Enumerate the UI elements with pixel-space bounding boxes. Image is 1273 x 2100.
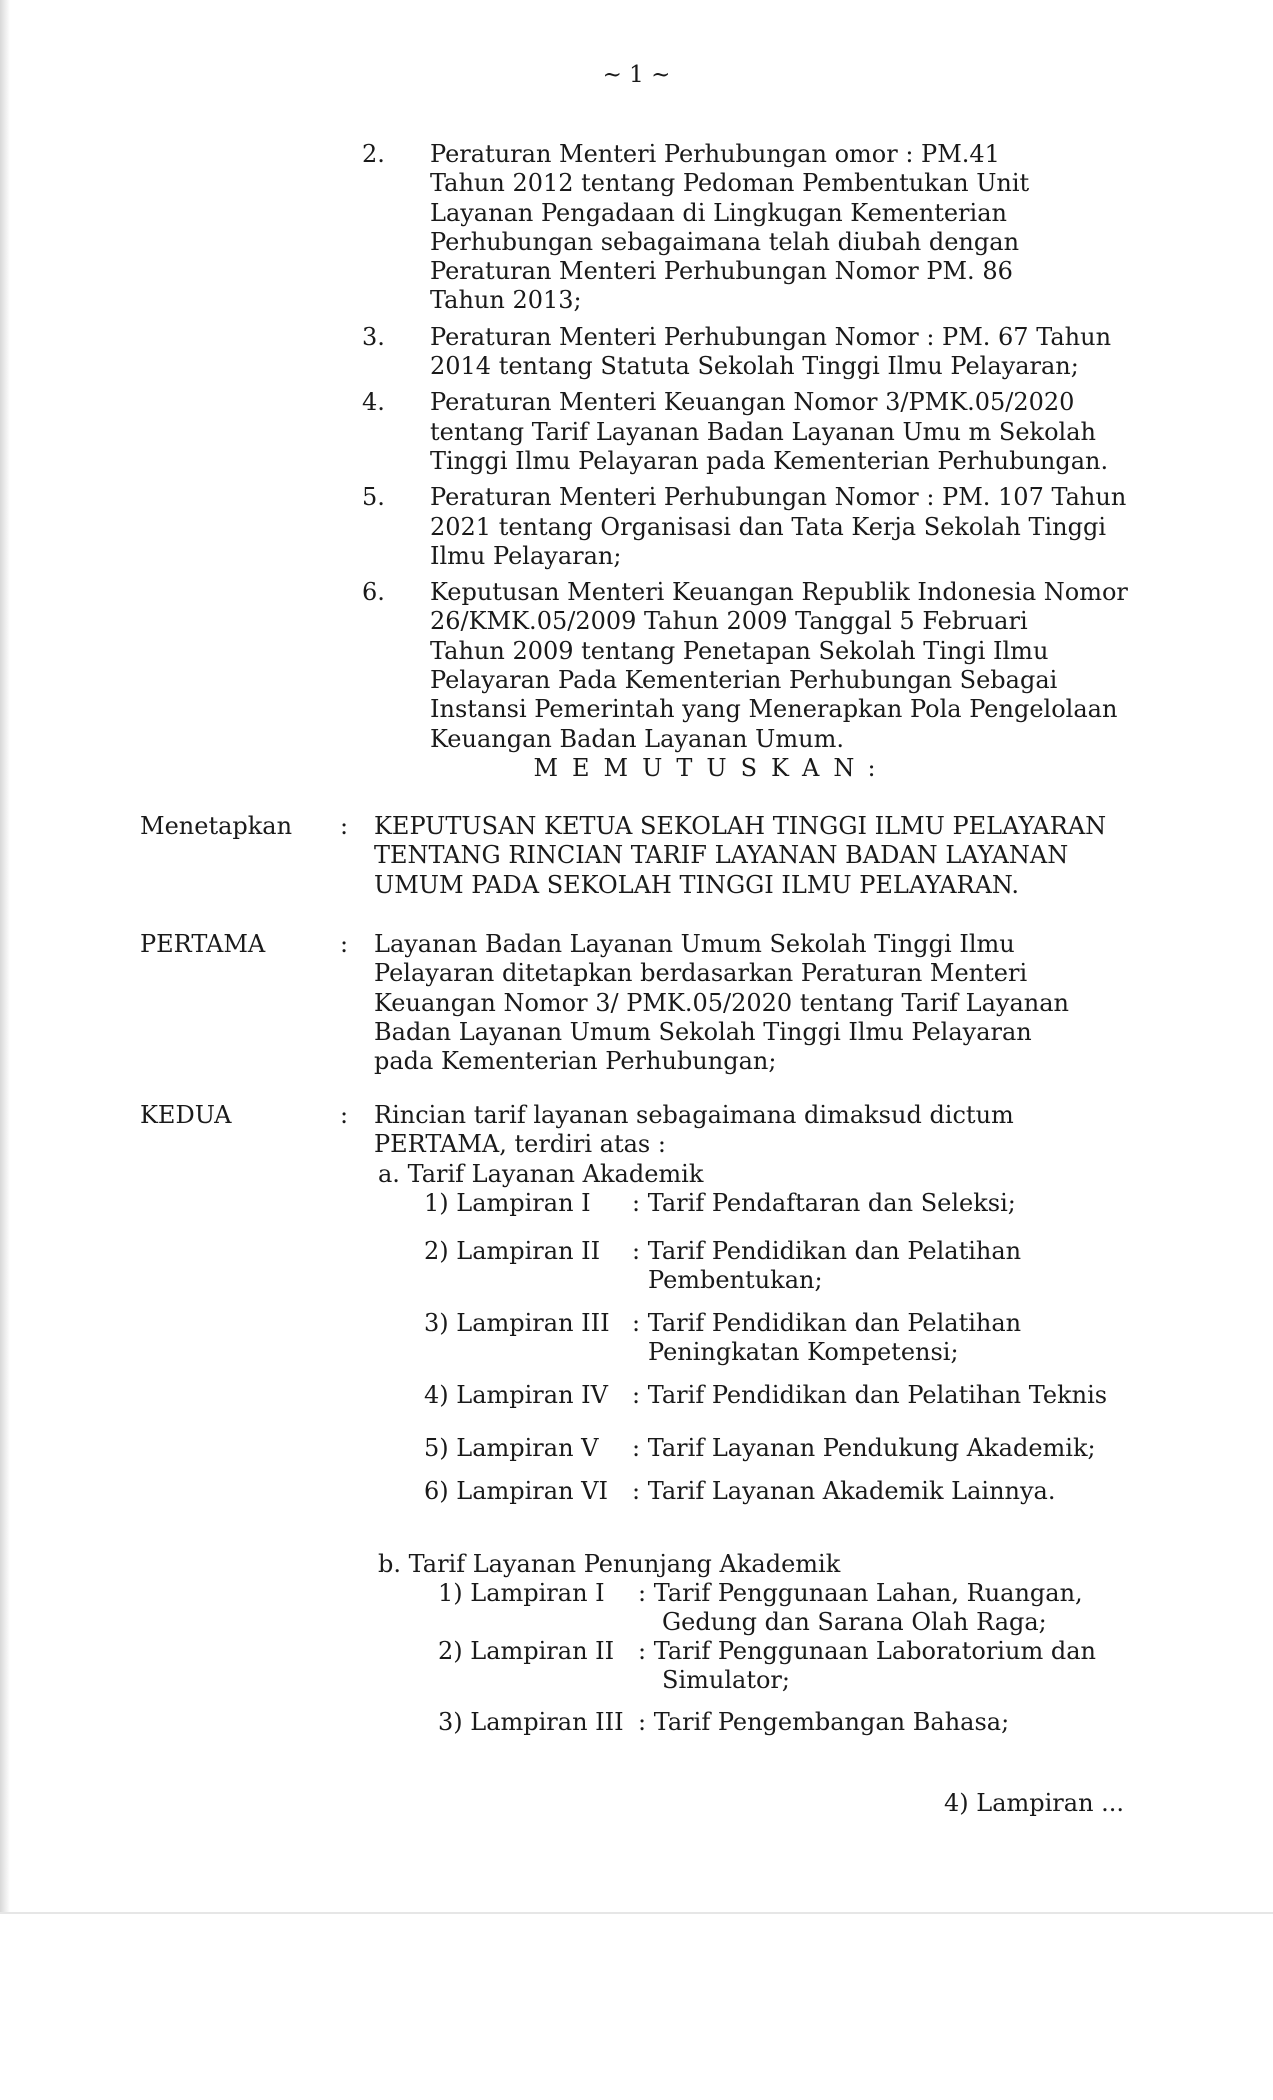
item-line: Instansi Pemerintah yang Menerapkan Pola Pengelolaan xyxy=(430,695,1118,724)
consideration-item xyxy=(356,388,1146,476)
lampiran-label: 3) Lampiran III xyxy=(438,1708,624,1736)
desc-line: : Tarif Layanan Pendukung Akademik; xyxy=(632,1434,1096,1462)
dictum-line: KEPUTUSAN KETUA SEKOLAH TINGGI ILMU PELAYARAN xyxy=(374,812,1107,840)
lampiran-label: 6) Lampiran VI xyxy=(424,1477,608,1505)
dictum-body xyxy=(374,930,1272,1076)
item-line: Layanan Pengadaan di Lingkugan Kementerian xyxy=(430,198,1007,227)
desc-line: : Tarif Pendidikan dan Pelatihan xyxy=(632,1309,1022,1337)
dictum-line: pada Kementerian Perhubungan; xyxy=(374,1047,777,1076)
item-line: Peraturan Menteri Perhubungan omor : PM.41 xyxy=(430,140,1000,168)
lampiran-label: 4) Lampiran IV xyxy=(424,1381,608,1409)
lampiran-desc xyxy=(632,1381,1107,1410)
desc-line: : Tarif Pendidikan dan Pelatihan Teknis xyxy=(632,1381,1108,1409)
consideration-item xyxy=(356,323,1146,382)
desc-line: Peningkatan Kompetensi; xyxy=(648,1338,959,1367)
memutuskan-heading: MEMUTUSKAN: xyxy=(533,754,890,782)
dictum-colon: : xyxy=(340,1101,349,1129)
dictum-line: Badan Layanan Umum Sekolah Tinggi Ilmu Pelayaran xyxy=(374,1017,1032,1046)
dictum-label: KEDUA xyxy=(140,1101,232,1129)
dictum-body xyxy=(374,1101,1272,1160)
dictum-line: PERTAMA, terdiri atas : xyxy=(374,1130,666,1159)
item-number: 5. xyxy=(362,483,385,512)
item-line: Pelayaran Pada Kementerian Perhubungan Sebagai xyxy=(430,666,1058,695)
dictum-line: TENTANG RINCIAN TARIF LAYANAN BADAN LAYANAN xyxy=(374,841,1069,870)
item-line: Peraturan Menteri Keuangan Nomor 3/PMK.05/2020 xyxy=(430,388,1075,417)
lampiran-desc xyxy=(632,1189,1016,1218)
item-line: 26/KMK.05/2009 Tahun 2009 Tanggal 5 Februari xyxy=(430,607,1028,636)
dictum-line: Rincian tarif layanan sebagaimana dimaksud dictum xyxy=(374,1101,1014,1129)
lampiran-label: 1) Lampiran I xyxy=(424,1189,591,1217)
consideration-item xyxy=(356,140,1146,316)
lampiran-desc xyxy=(632,1309,1021,1368)
desc-line: Pembentukan; xyxy=(648,1266,823,1295)
desc-line: : Tarif Penggunaan Lahan, Ruangan, xyxy=(638,1579,1083,1607)
lampiran-label: 3) Lampiran III xyxy=(424,1309,610,1337)
item-line: Tahun 2009 tentang Penetapan Sekolah Tingi Ilmu xyxy=(430,636,1049,665)
lampiran-label: 2) Lampiran II xyxy=(424,1237,601,1265)
lampiran-desc xyxy=(638,1708,1009,1737)
lampiran-desc xyxy=(638,1637,1096,1696)
item-line: Peraturan Menteri Perhubungan Nomor : PM. 107 Tahun xyxy=(430,483,1127,512)
dictum-label: PERTAMA xyxy=(140,930,266,958)
lampiran-desc xyxy=(632,1434,1096,1463)
item-number: 2. xyxy=(362,140,385,168)
dictum-line: UMUM PADA SEKOLAH TINGGI ILMU PELAYARAN. xyxy=(374,870,1020,899)
lampiran-label: 1) Lampiran I xyxy=(438,1579,605,1607)
desc-line: : Tarif Penggunaan Laboratorium dan xyxy=(638,1637,1096,1665)
scan-bottom-edge xyxy=(0,1912,1273,1914)
dictum-line: Keuangan Nomor 3/ PMK.05/2020 tentang Tarif Layanan xyxy=(374,988,1069,1017)
section-b-title: b. Tarif Layanan Penunjang Akademik xyxy=(378,1550,841,1578)
desc-line: : Tarif Layanan Akademik Lainnya. xyxy=(632,1477,1056,1505)
item-line: 2014 tentang Statuta Sekolah Tinggi Ilmu Pelayaran; xyxy=(430,352,1079,381)
item-line: Ilmu Pelayaran; xyxy=(430,541,622,570)
desc-line: Gedung dan Sarana Olah Raga; xyxy=(662,1608,1047,1637)
scan-left-edge xyxy=(0,0,10,1912)
lampiran-desc xyxy=(638,1579,1083,1638)
next-page-catchword: 4) Lampiran ... xyxy=(944,1789,1125,1817)
lampiran-desc xyxy=(632,1477,1055,1506)
desc-line: : Tarif Pendaftaran dan Seleksi; xyxy=(632,1189,1016,1217)
item-line: Peraturan Menteri Perhubungan Nomor : PM. 67 Tahun xyxy=(430,322,1112,351)
item-line: tentang Tarif Layanan Badan Layanan Umu m Sekolah xyxy=(430,417,1096,446)
page-number: ~ 1 ~ xyxy=(602,62,671,88)
lampiran-desc xyxy=(632,1237,1021,1296)
item-line: Peraturan Menteri Perhubungan Nomor PM. 86 xyxy=(430,257,1013,286)
consideration-item xyxy=(356,483,1146,571)
item-number: 4. xyxy=(362,388,385,417)
item-number: 3. xyxy=(362,322,385,351)
item-line: Tahun 2012 tentang Pedoman Pembentukan Unit xyxy=(430,169,1030,198)
dictum-line: Pelayaran ditetapkan berdasarkan Peraturan Menteri xyxy=(374,959,1028,988)
desc-line: : Tarif Pendidikan dan Pelatihan xyxy=(632,1237,1022,1265)
desc-line: : Tarif Pengembangan Bahasa; xyxy=(638,1708,1010,1736)
item-line: Tahun 2013; xyxy=(430,286,582,315)
item-line: Perhubungan sebagaimana telah diubah dengan xyxy=(430,227,1020,256)
dictum-colon: : xyxy=(340,930,349,958)
section-a-title: a. Tarif Layanan Akademik xyxy=(378,1160,704,1188)
item-number: 6. xyxy=(362,578,385,607)
consideration-item xyxy=(356,578,1146,754)
lampiran-label: 2) Lampiran II xyxy=(438,1637,615,1665)
item-line: Keuangan Badan Layanan Umum. xyxy=(430,724,844,753)
desc-line: Simulator; xyxy=(662,1666,790,1695)
dictum-body xyxy=(374,812,1272,900)
item-line: Tinggi Ilmu Pelayaran pada Kementerian Perhubungan. xyxy=(430,446,1109,475)
item-line: 2021 tentang Organisasi dan Tata Kerja Sekolah Tinggi xyxy=(430,512,1106,541)
dictum-line: Layanan Badan Layanan Umum Sekolah Tinggi Ilmu xyxy=(374,930,1015,958)
item-line: Keputusan Menteri Keuangan Republik Indonesia Nomor xyxy=(430,578,1128,607)
dictum-label: Menetapkan xyxy=(140,812,293,840)
dictum-colon: : xyxy=(340,812,349,840)
lampiran-label: 5) Lampiran V xyxy=(424,1434,599,1462)
considerations-list xyxy=(356,140,1146,761)
